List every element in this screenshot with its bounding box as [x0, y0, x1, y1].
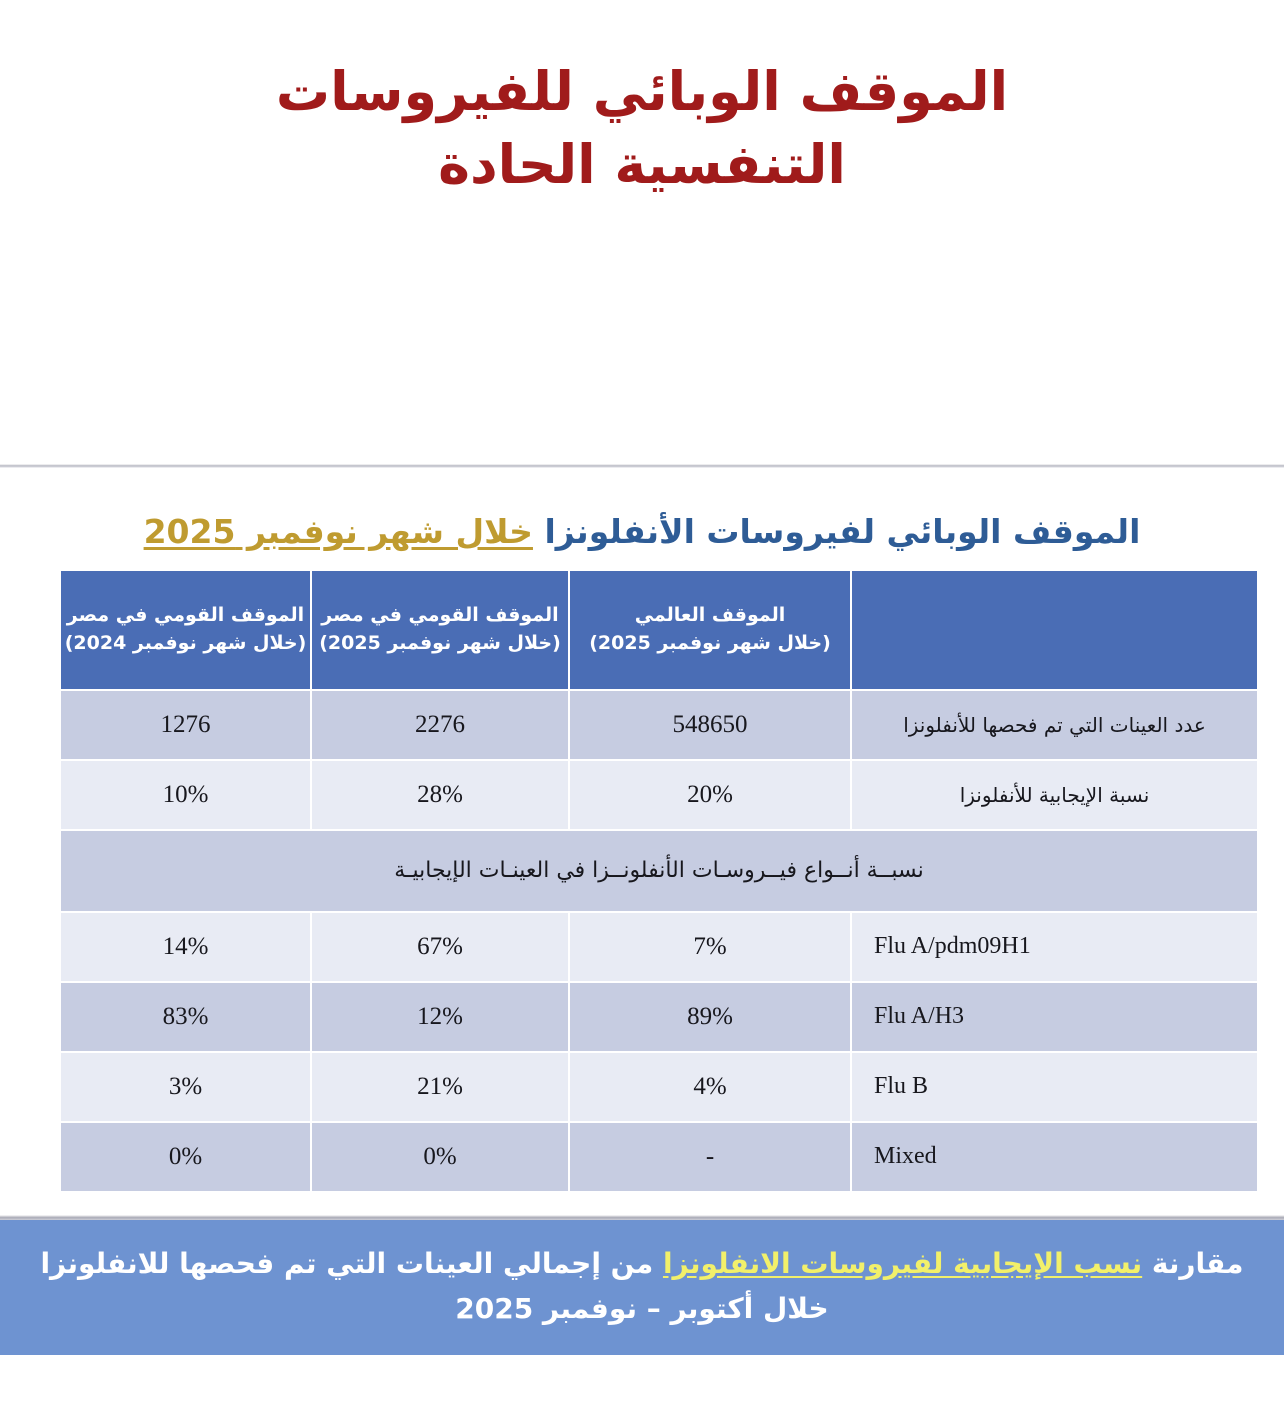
table-header-egypt-2024 — [61, 571, 310, 689]
footer-line-1 — [40, 1247, 1243, 1280]
row-value: 89% — [570, 983, 850, 1051]
page-title: الموقف الوبائي للفيروسات التنفسية الحادة — [275, 60, 1009, 196]
footer-line-2: خلال أكتوبر – نوفمبر 2025 — [455, 1292, 829, 1326]
row-value: 4% — [570, 1053, 850, 1121]
header-line-2: (خلال شهر نوفمبر 2025) — [589, 631, 831, 654]
row-label: Mixed — [852, 1123, 1257, 1191]
table-header-global-2025 — [570, 571, 850, 689]
row-value: 14% — [61, 913, 310, 981]
subtitle-gold-part: خلال شهر نوفمبر 2025 — [143, 511, 533, 551]
table-row — [61, 913, 1257, 981]
row-value: 12% — [312, 983, 568, 1051]
row-label: Flu A/H3 — [852, 983, 1257, 1051]
table-header-row — [61, 571, 1257, 689]
header-line-1: الموقف القومي في مصر — [66, 604, 305, 627]
row-value: 0% — [61, 1123, 310, 1191]
title-spacer — [0, 202, 1284, 464]
section-header-label: نسبــة أنــواع فيــروسـات الأنفلونــزا في العينـات الإيجابيـة — [61, 831, 1257, 911]
row-label: نسبة الإيجابية للأنفلونزا — [852, 761, 1257, 829]
footer-text-after: من إجمالي العينات التي تم فحصها للانفلونزا — [40, 1246, 663, 1280]
row-value: 2276 — [312, 691, 568, 759]
row-label: Flu A/pdm09H1 — [852, 913, 1257, 981]
subtitle-blue-part: الموقف الوبائي لفيروسات الأنفلونزا — [544, 511, 1141, 551]
table-row — [61, 1123, 1257, 1191]
row-value: 67% — [312, 913, 568, 981]
table-header-egypt-2025 — [312, 571, 568, 689]
header-line-2: (خلال شهر نوفمبر 2024) — [64, 631, 307, 654]
footer-highlight: نسب الإيجابية لفيروسات الانفلونزا — [662, 1246, 1143, 1280]
section-subtitle — [0, 468, 1284, 569]
influenza-report-table — [59, 569, 1259, 1193]
footer-banner — [0, 1220, 1284, 1355]
row-value: 21% — [312, 1053, 568, 1121]
table-header — [61, 571, 1257, 689]
row-value: 20% — [570, 761, 850, 829]
subtitle-text — [144, 512, 1141, 551]
row-value: 3% — [61, 1053, 310, 1121]
row-value: 548650 — [570, 691, 850, 759]
row-value: 28% — [312, 761, 568, 829]
bottom-strip — [0, 1355, 1284, 1371]
header-line-2: (خلال شهر نوفمبر 2025) — [319, 631, 561, 654]
row-value: - — [570, 1123, 850, 1191]
header-line-1: الموقف القومي في مصر — [321, 604, 559, 627]
table-row — [61, 761, 1257, 829]
table-row — [61, 691, 1257, 759]
table-row — [61, 983, 1257, 1051]
header-line-1: الموقف العالمي — [634, 604, 786, 627]
table-section-header-row — [61, 831, 1257, 911]
title-block — [0, 0, 1284, 202]
row-value: 83% — [61, 983, 310, 1051]
footer-text-before: مقارنة — [1142, 1246, 1244, 1280]
table-row — [61, 1053, 1257, 1121]
report-table-wrap — [0, 569, 1284, 1193]
row-value: 0% — [312, 1123, 568, 1191]
row-label: Flu B — [852, 1053, 1257, 1121]
row-value: 10% — [61, 761, 310, 829]
row-value: 1276 — [61, 691, 310, 759]
row-value: 7% — [570, 913, 850, 981]
row-label: عدد العينات التي تم فحصها للأنفلونزا — [852, 691, 1257, 759]
table-body — [61, 691, 1257, 1191]
table-header-corner — [852, 571, 1257, 689]
